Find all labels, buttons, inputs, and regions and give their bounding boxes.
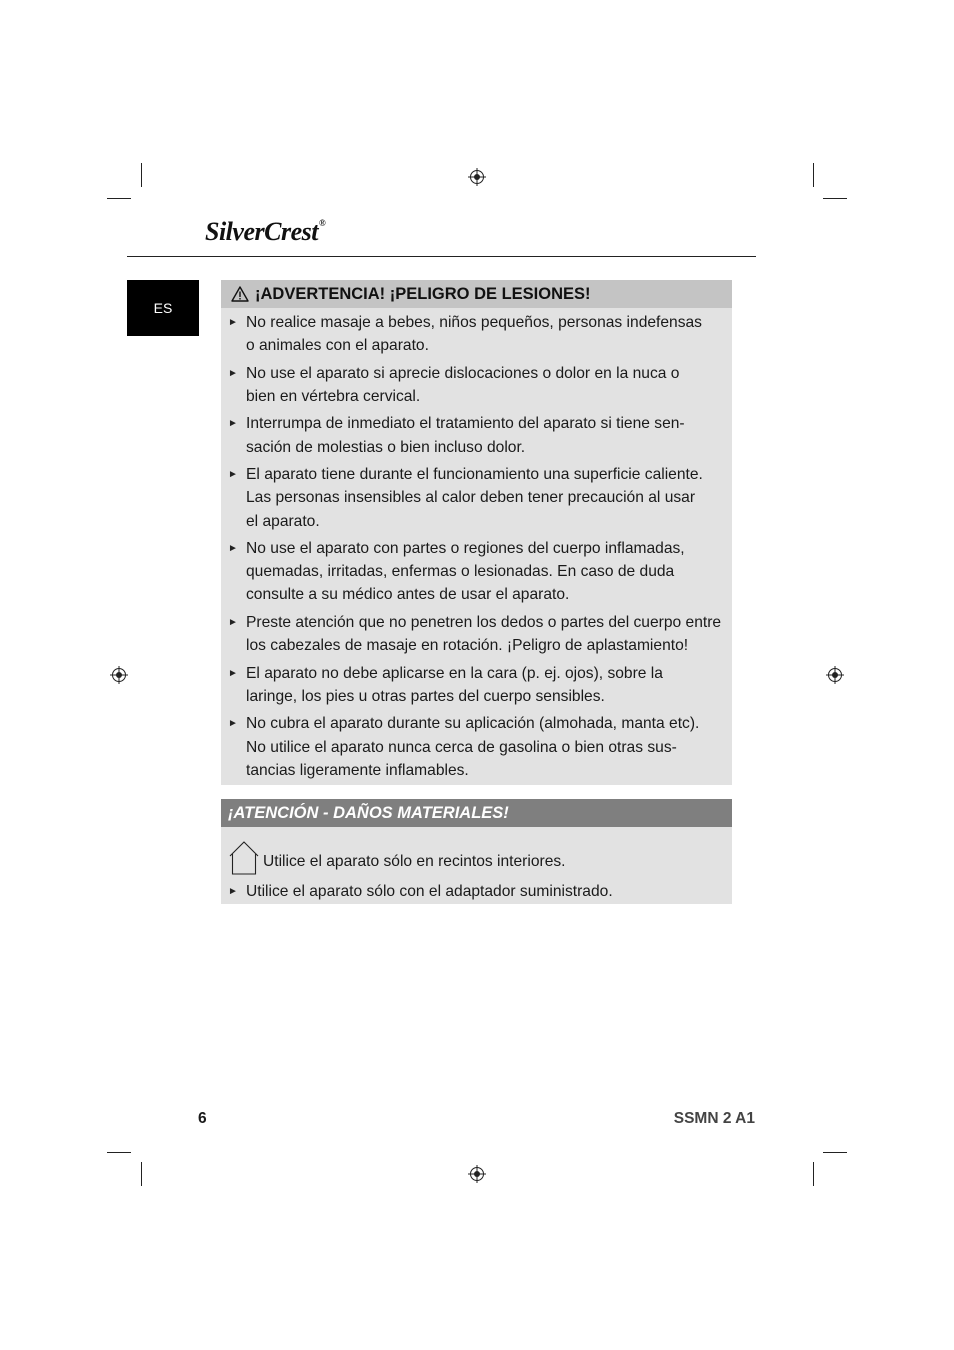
list-item-line: consulte a su médico antes de usar el aparato. [246,586,570,604]
header-divider [127,256,756,257]
crop-mark [823,198,847,199]
bullet-icon: ► [228,317,238,328]
warning-header [221,280,732,308]
list-item [221,662,724,708]
list-item-line: o animales con el aparato. [246,337,429,355]
list-item [221,611,724,657]
indoor-use-row [221,840,732,880]
crop-mark [823,1152,847,1153]
crop-mark [107,198,131,199]
caution-box [221,799,732,904]
bullet-icon: ► [228,616,238,628]
warning-box [221,280,732,785]
house-icon [228,840,260,876]
bullet-icon: ► [228,886,238,897]
brand-logo [205,219,325,245]
list-item-line: El aparato no debe aplicarse en la cara (p. ej. ojos), sobre la [246,664,663,682]
list-item-line: El aparato tiene durante el funcionamiento una superficie caliente. [246,466,703,484]
list-item-line: No cubra el aparato durante su aplicación (almohada, manta etc). [246,715,700,733]
list-item-line: No utilice el aparato nunca cerca de gasolina o bien otras sus- [246,738,677,756]
bullet-icon: ► [228,469,238,481]
list-item-line: sación de molestias o bien incluso dolor. [246,438,526,456]
model-number: SSMN 2 A1 [673,1110,755,1127]
crop-mark [813,1162,814,1186]
list-item [221,463,724,533]
list-item [221,311,724,357]
crop-mark [141,1162,142,1186]
page-number: 6 [198,1110,207,1127]
list-item-line: No realice masaje a bebes, niños pequeños, personas indefensas [246,314,702,331]
bullet-icon: ► [228,367,238,379]
registration-mark-icon [826,666,844,684]
registration-mark-icon [468,1165,486,1183]
caution-list [221,880,732,903]
brand-logo-mark: ® [318,218,326,228]
list-item-line: tancias ligeramente inflamables. [246,761,469,779]
crop-mark [141,163,142,187]
bullet-icon: ► [228,418,238,430]
registration-mark-icon [468,168,486,186]
list-item-line: quemadas, irritadas, enfermas o lesionadas. En caso de duda [246,563,675,581]
bullet-icon: ► [228,718,238,730]
indoor-use-text: Utilice el aparato sólo en recintos interiores. [263,853,566,870]
warning-triangle-icon [231,286,249,302]
list-item-line: No use el aparato con partes o regiones del cuerpo inflamadas, [246,540,685,558]
list-item-line: el aparato. [246,512,320,530]
brand-logo-text: SilverCrest [205,217,318,246]
caution-header [221,799,732,827]
warning-title: ¡ADVERTENCIA! ¡PELIGRO DE LESIONES! [255,284,591,303]
list-item-line: los cabezales de masaje en rotación. ¡Peligro de aplastamiento! [246,637,689,655]
list-item [221,880,724,903]
list-item [221,362,724,408]
crop-mark [107,1152,131,1153]
list-item-line: laringe, los pies u otras partes del cuerpo sensibles. [246,687,605,705]
bullet-icon: ► [228,667,238,679]
warning-list [221,308,732,782]
list-item-line: No use el aparato si aprecie dislocaciones o dolor en la nuca o [246,364,680,382]
list-item-line: Preste atención que no penetren los dedos o partes del cuerpo entre [246,613,722,631]
list-item-line: Las personas insensibles al calor deben tener precaución al usar [246,489,696,507]
bullet-icon: ► [228,543,238,555]
list-item [221,712,724,782]
list-item-line: bien en vértebra cervical. [246,387,421,405]
registration-mark-icon [110,666,128,684]
crop-mark [813,163,814,187]
list-item-line: Utilice el aparato sólo con el adaptador suministrado. [246,883,613,900]
caution-title: ¡ATENCIÓN - DAÑOS MATERIALES! [228,803,509,822]
language-tab: ES [127,280,199,336]
list-item [221,412,724,458]
list-item-line: Interrumpa de inmediato el tratamiento del aparato si tiene sen- [246,415,685,433]
list-item [221,537,724,607]
